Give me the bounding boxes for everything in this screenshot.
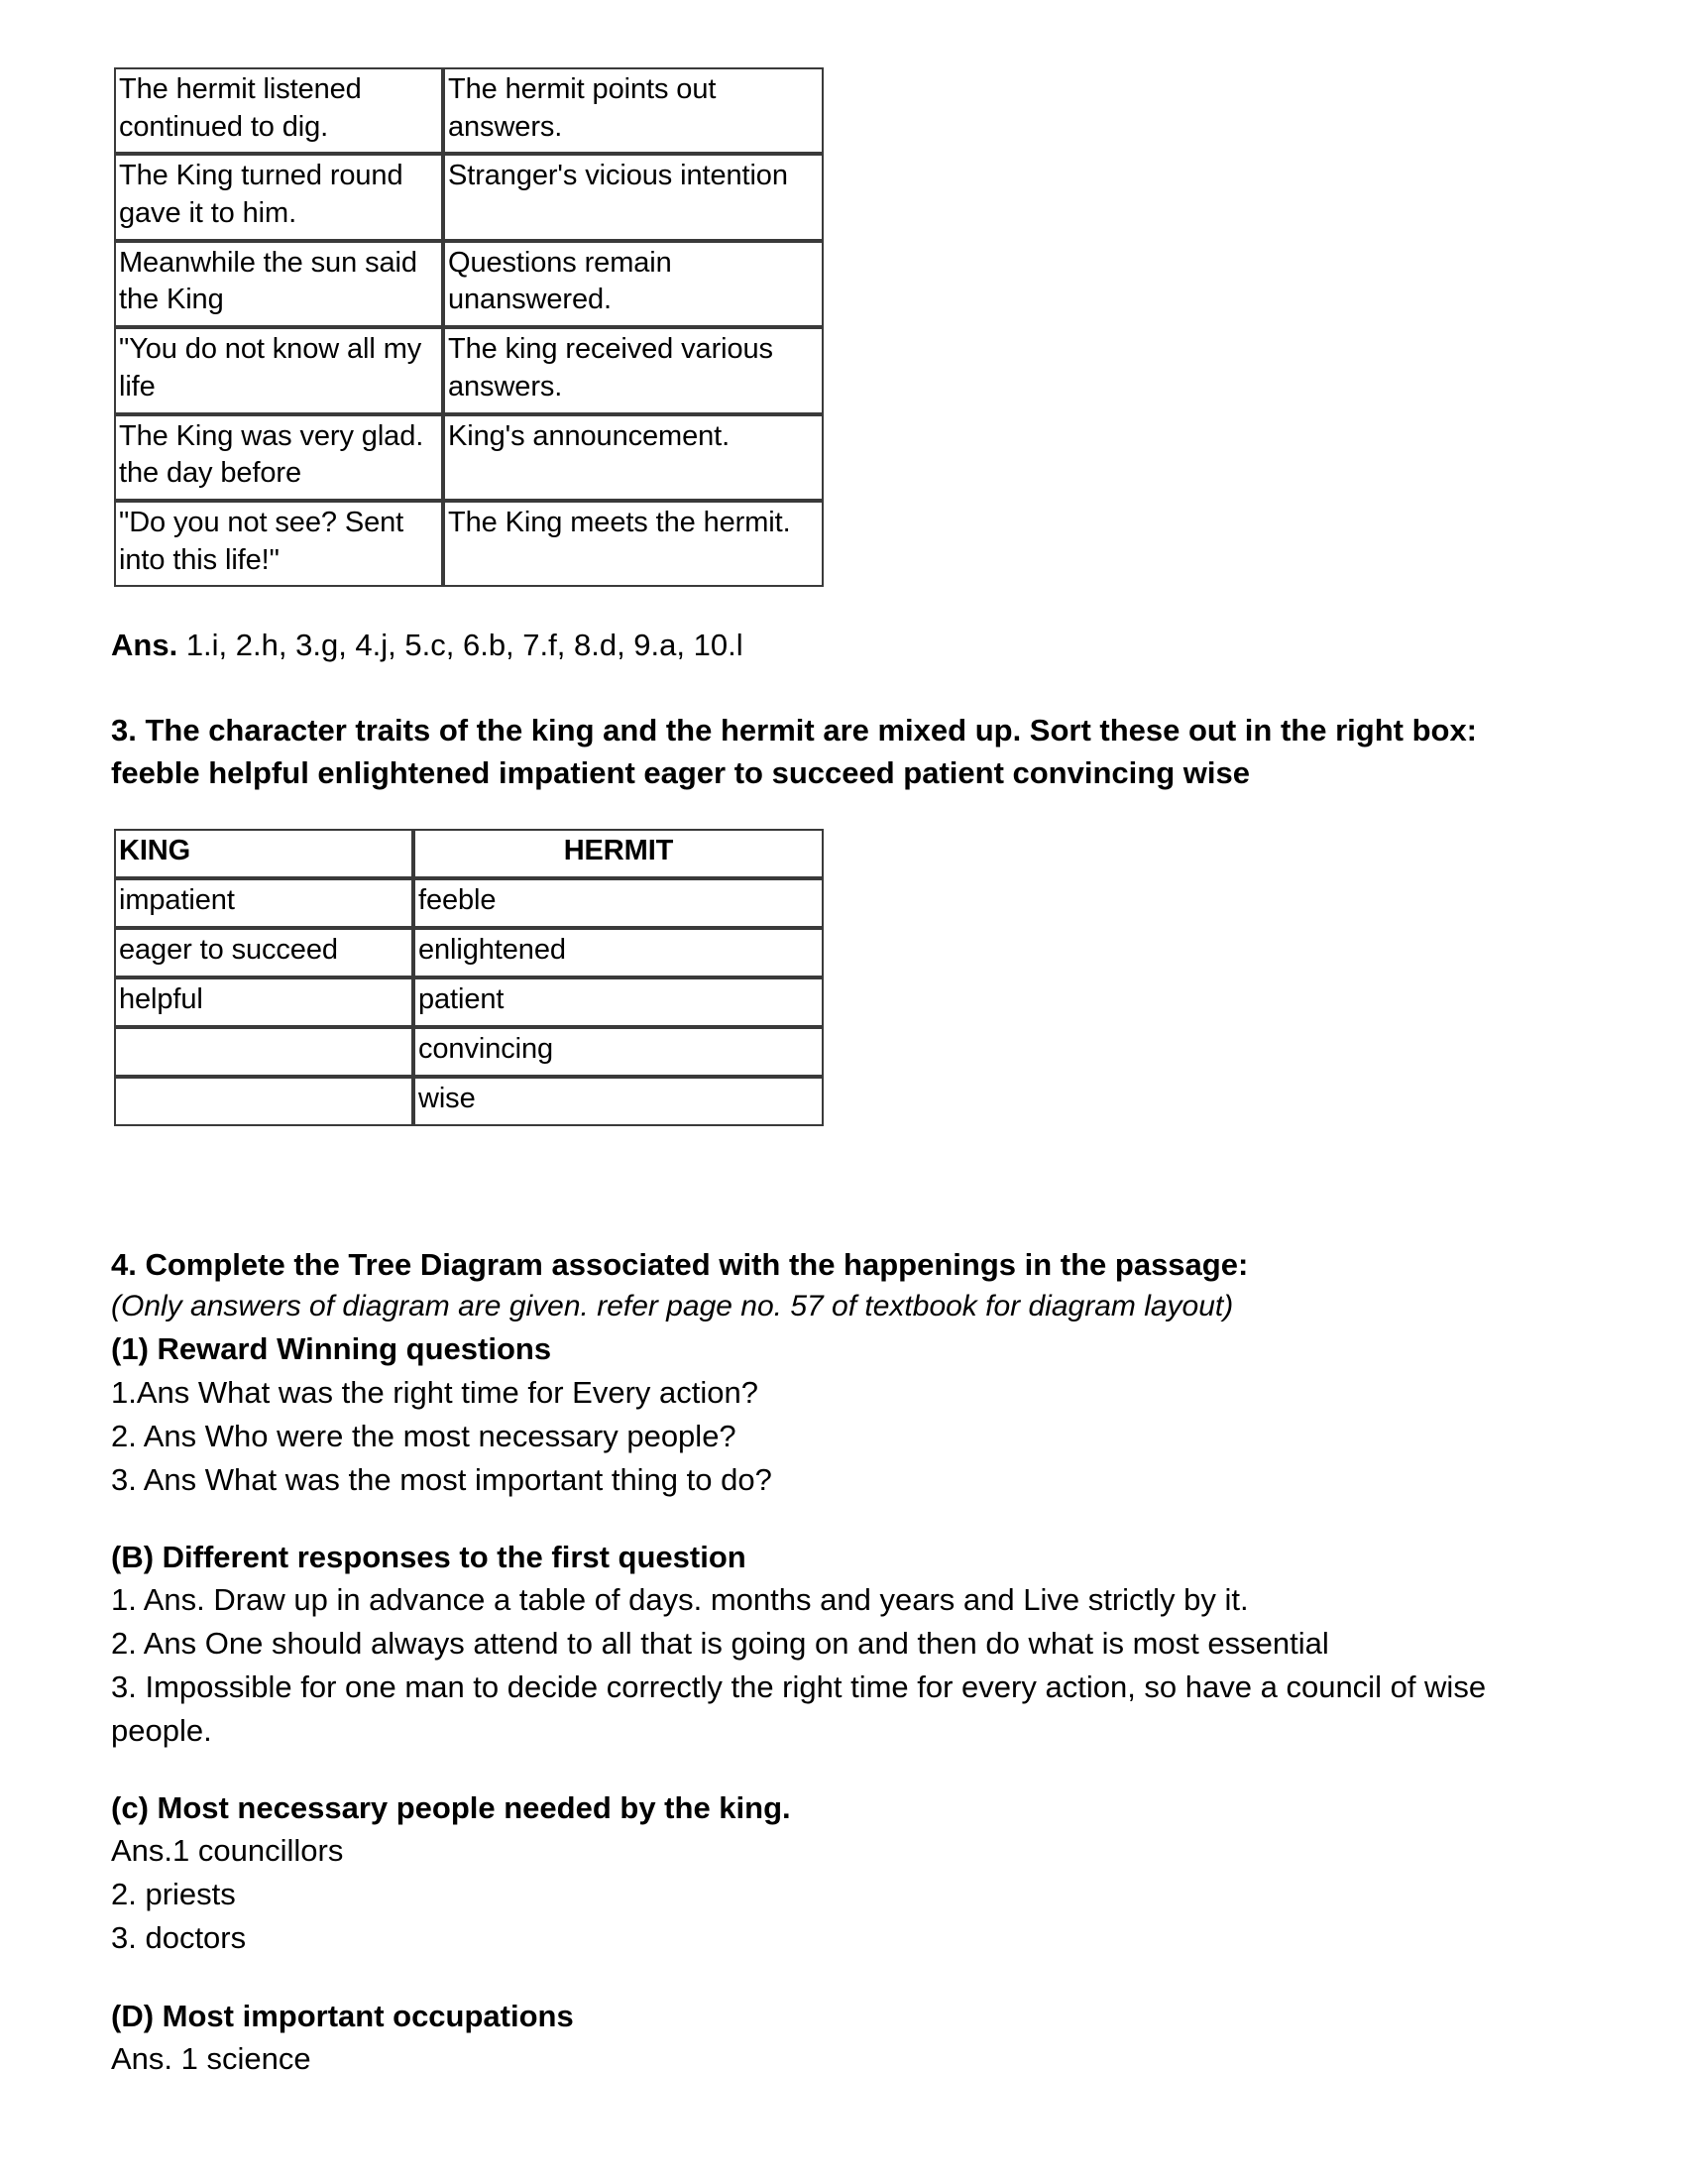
matching-left-cell: The hermit listened continued to dig.	[114, 67, 443, 154]
traits-hermit-cell: wise	[413, 1077, 824, 1126]
matching-left-cell: "Do you not see? Sent into this life!"	[114, 501, 443, 587]
spacer	[111, 795, 1578, 829]
traits-hermit-cell: convincing	[413, 1027, 824, 1077]
traits-header-king: KING	[114, 829, 413, 878]
section-c-title: (c) Most necessary people needed by the king.	[111, 1790, 791, 1826]
section-1-line: 2. Ans Who were the most necessary people?	[111, 1418, 736, 1453]
matching-right-cell: King's announcement.	[443, 414, 824, 501]
traits-hermit-cell: feeble	[413, 878, 824, 928]
traits-king-cell: eager to succeed	[114, 928, 413, 977]
spacer	[111, 1961, 1578, 1995]
matching-left-cell: "You do not know all my life	[114, 327, 443, 413]
table-row	[114, 327, 824, 413]
section-b-line: 1. Ans. Draw up in advance a table of days. months and years and Live strictly by it.	[111, 1582, 1249, 1617]
table-row	[114, 241, 824, 327]
matching-right-cell: The king received various answers.	[443, 327, 824, 413]
section-1-title: (1) Reward Winning questions	[111, 1331, 552, 1367]
matching-right-cell: Stranger's vicious intention	[443, 154, 824, 240]
traits-king-cell	[114, 1027, 413, 1077]
traits-king-cell	[114, 1077, 413, 1126]
section-1-line: 1.Ans What was the right time for Every action?	[111, 1374, 758, 1410]
section-c-line: 3. doctors	[111, 1920, 247, 1956]
matching-sentences-table	[114, 67, 824, 587]
answer-line	[111, 627, 1578, 665]
question-4-note: (Only answers of diagram are given. refer page no. 57 of textbook for diagram layout)	[111, 1290, 1234, 1323]
spacer	[111, 1753, 1578, 1786]
section-b-title: (B) Different responses to the first question	[111, 1539, 746, 1574]
table-row	[114, 501, 824, 587]
table-row	[114, 928, 824, 977]
section-c-line: 2. priests	[111, 1877, 236, 1912]
section-b-line: 3. Impossible for one man to decide correctly the right time for every action, so have a council of wise people.	[111, 1669, 1487, 1749]
matching-left-cell: The King turned round gave it to him.	[114, 154, 443, 240]
spacer	[111, 1502, 1578, 1536]
question-3-heading: 3. The character traits of the king and the hermit are mixed up. Sort these out in the right box:	[111, 713, 1478, 747]
section-b-line: 2. Ans One should always attend to all that is going on and then do what is most essential	[111, 1626, 1329, 1662]
section-1-line: 3. Ans What was the most important thing to do?	[111, 1461, 772, 1497]
question-4-heading: 4. Complete the Tree Diagram associated with the happenings in the passage:	[111, 1246, 1249, 1282]
matching-right-cell: Questions remain unanswered.	[443, 241, 824, 327]
table-row	[114, 154, 824, 240]
matching-left-cell: Meanwhile the sun said the King	[114, 241, 443, 327]
traits-king-cell: helpful	[114, 977, 413, 1027]
matching-left-cell: The King was very glad. the day before	[114, 414, 443, 501]
answer-value: 1.i, 2.h, 3.g, 4.j, 5.c, 6.b, 7.f, 8.d, 9.a, 10.l	[185, 628, 743, 663]
section-c-line: Ans.1 councillors	[111, 1833, 344, 1869]
table-row	[114, 878, 824, 928]
table-header-row	[114, 829, 824, 878]
traits-king-cell: impatient	[114, 878, 413, 928]
table-row	[114, 1077, 824, 1126]
section-d-line: Ans. 1 science	[111, 2040, 311, 2076]
question-4-block	[111, 1243, 1578, 2081]
matching-right-cell: The hermit points out answers.	[443, 67, 824, 154]
traits-hermit-cell: patient	[413, 977, 824, 1027]
traits-hermit-cell: enlightened	[413, 928, 824, 977]
character-traits-table	[114, 829, 824, 1126]
document-content	[111, 67, 1578, 2081]
question-3-block	[111, 709, 1578, 795]
traits-header-hermit: HERMIT	[413, 829, 824, 878]
section-d-title: (D) Most important occupations	[111, 1998, 574, 2033]
table-row	[114, 977, 824, 1027]
question-3-word-bank: feeble helpful enlightened impatient eager to succeed patient convincing wise	[111, 755, 1250, 791]
matching-right-cell: The King meets the hermit.	[443, 501, 824, 587]
answer-label: Ans.	[111, 628, 178, 663]
table-row	[114, 67, 824, 154]
table-row	[114, 414, 824, 501]
table-row	[114, 1027, 824, 1077]
